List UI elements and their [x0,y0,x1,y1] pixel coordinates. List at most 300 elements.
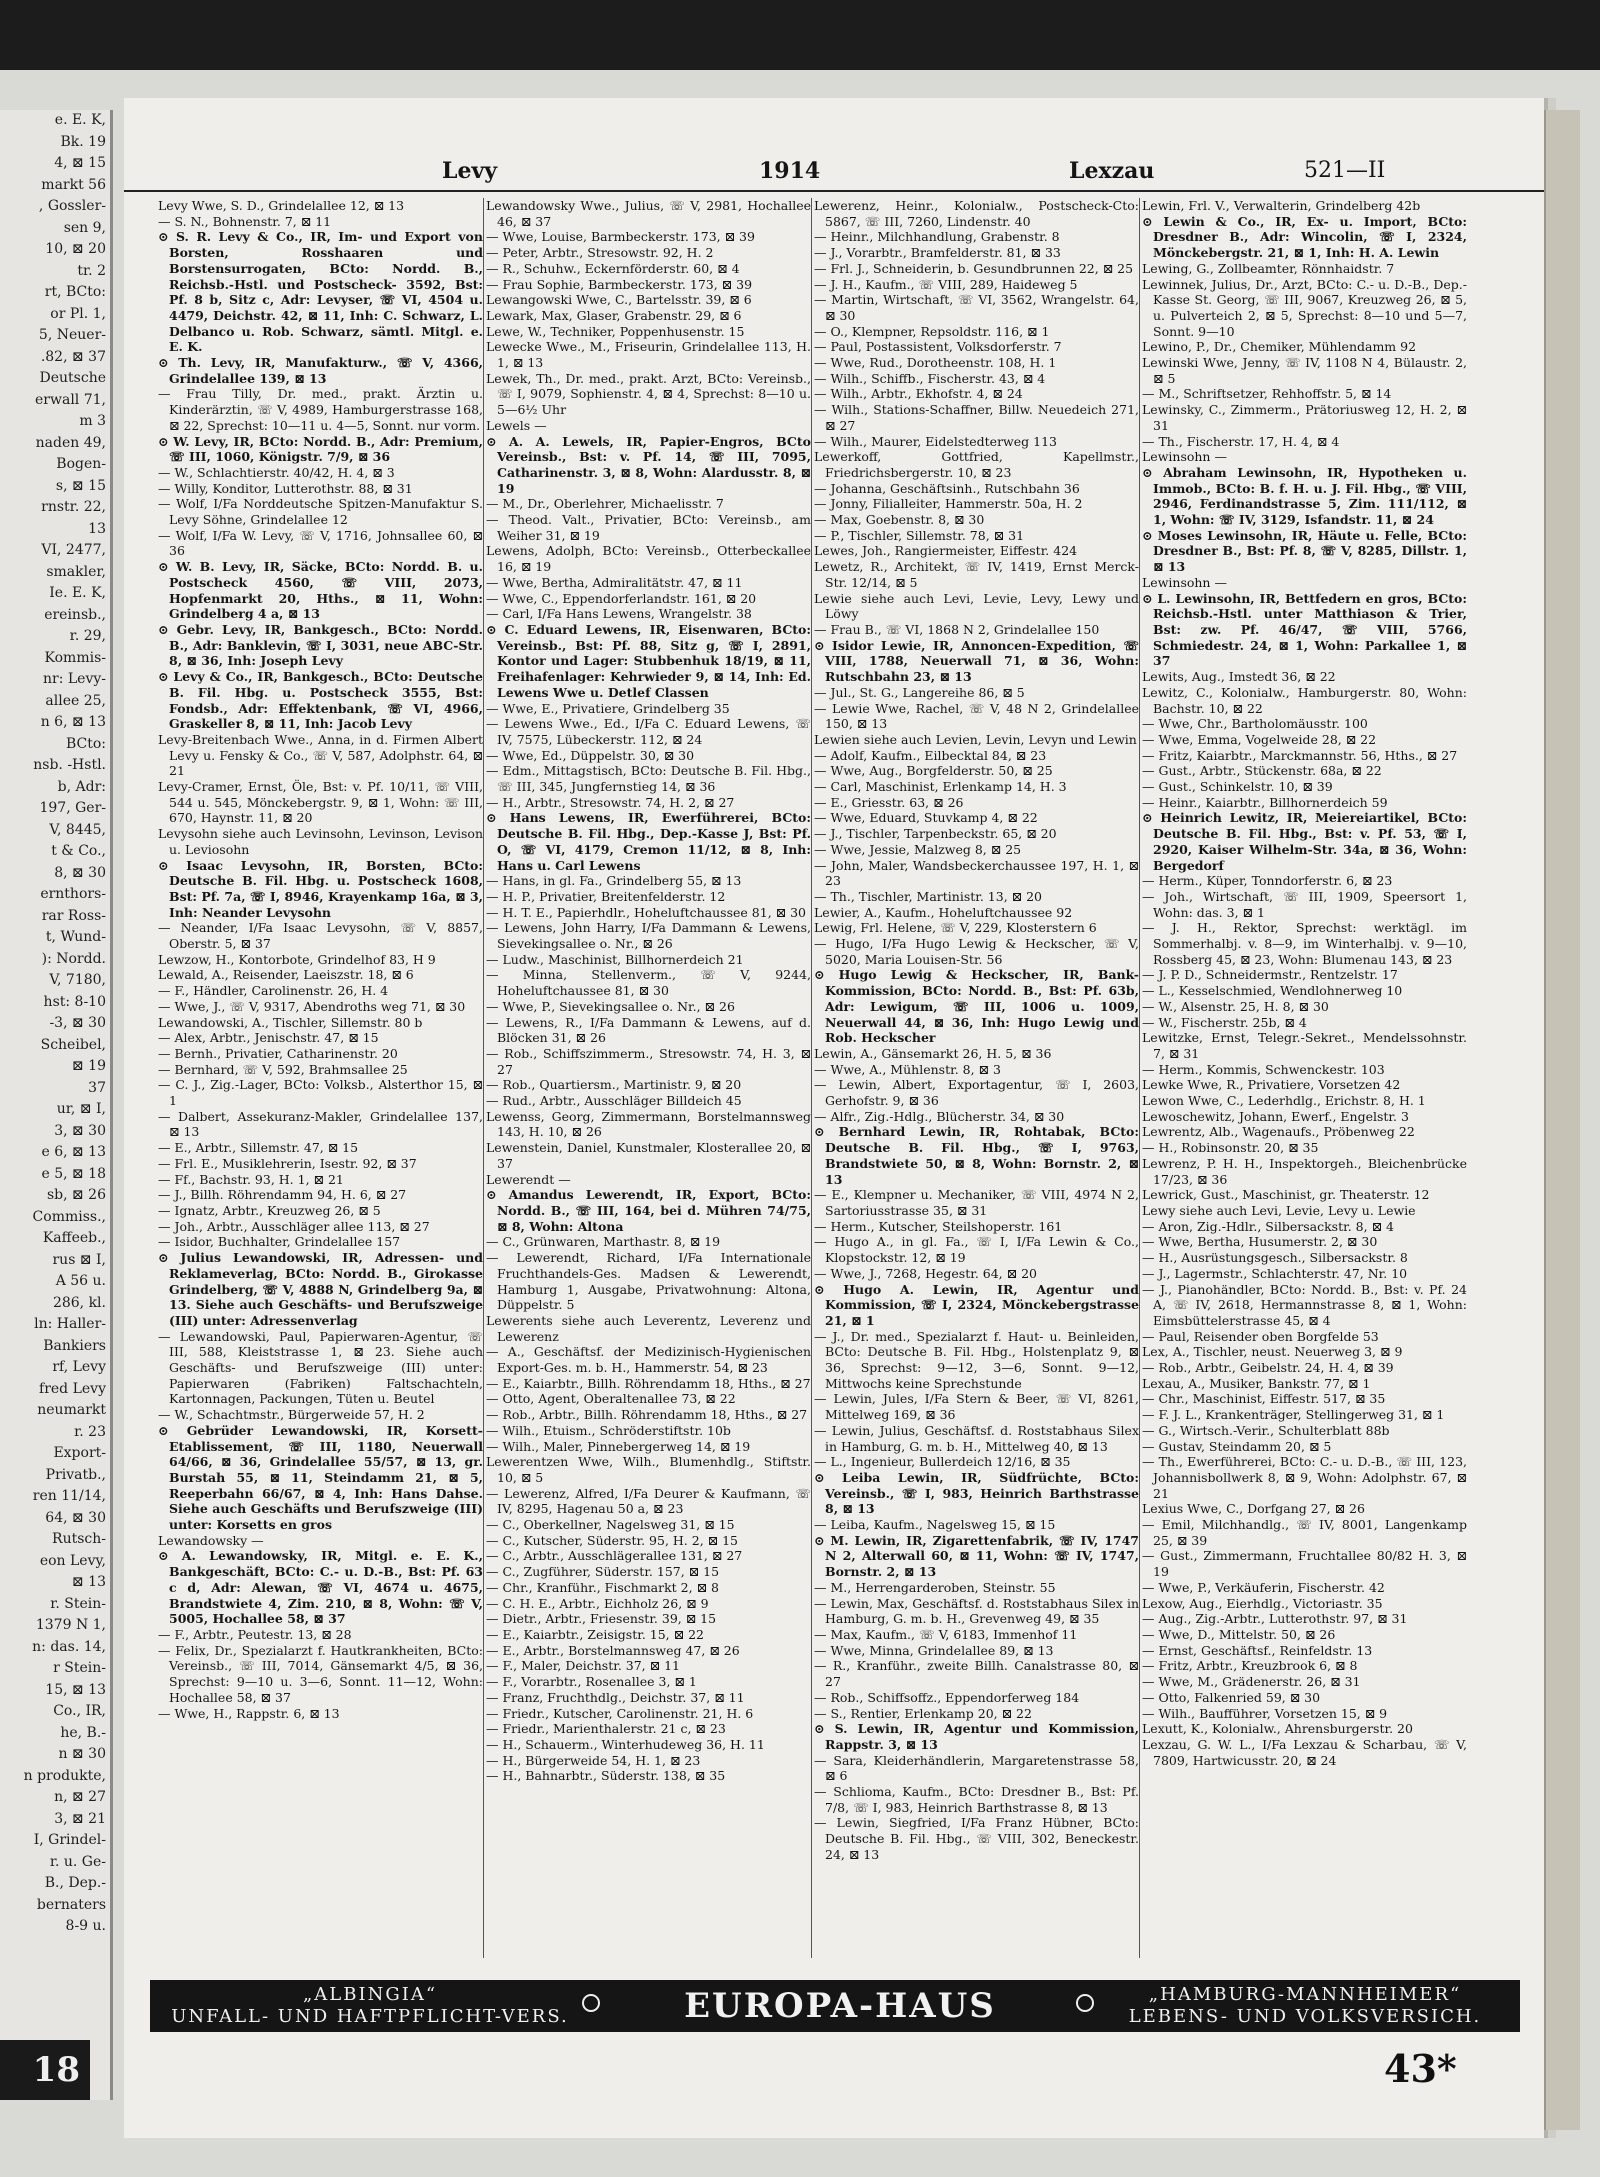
left-page-line: Bankiers [43,1337,106,1354]
left-page-line: 286, kl. [52,1294,106,1311]
directory-entry: — Wwe, J., ☏ V, 9317, Abendroths weg 71, ⊠ 30 [158,998,466,1014]
left-page-line: VI, 2477, [41,542,106,558]
header-right-word: Lexzau [1069,158,1155,184]
left-page-fragment [0,110,113,2100]
left-page-line: allee 25, [45,692,106,709]
directory-entry: — F., Vorarbtr., Rosenallee 3, ⊠ 1 [486,1674,697,1690]
directory-entry: — Leiba, Kaufm., Nagelsweg 15, ⊠ 15 [814,1517,1056,1533]
directory-entry: — C., Arbtr., Ausschlägerallee 131, ⊠ 27 [486,1548,743,1564]
directory-entry: — Frl. J., Schneiderin, b. Gesundbrunnen 22, ⊠ 25 [814,260,1134,276]
left-page-line: 8, ⊠ 30 [54,864,106,881]
directory-entry: — Lewerendt, Richard, I/Fa Internationale Fruchthandels-Ges. Madsen & Lewerendt, Hamburg 1, Ausgabe, Privatwohnung: Altona, Düppelstr. 5 [486,1250,811,1313]
directory-entry: — Wilh., Baufführer, Vorsetzen 15, ⊠ 9 [1142,1705,1388,1721]
directory-entry: Lewes, Joh., Rangiermeister, Eiffestr. 424 [814,543,1078,559]
directory-entry: — Ignatz, Arbtr., Kreuzweg 26, ⊠ 5 [158,1203,381,1218]
left-page-line: ren 11/14, [32,1488,106,1504]
left-page-line: I, Grindel- [33,1832,106,1848]
directory-entry: — E., Kaiarbtr., Billh. Röhrendamm 18, Hths., ⊠ 27 [486,1375,811,1391]
column-4 [1142,198,1467,1958]
directory-entry: — Isidor, Buchhalter, Grindelallee 157 [158,1234,401,1250]
directory-entry: — Schlioma, Kaufm., BCto: Dresdner B., Bst: Pf. 7/8, ☏ I, 983, Heinrich Barthstrasse 8, ⊠ 13 [814,1784,1139,1815]
left-page-line: ⊠ 19 [72,1058,106,1074]
left-page-line: Privatb., [45,1466,106,1483]
dark-background [0,0,1600,70]
directory-entry: ⊙ C. Eduard Lewens, IR, Eisenwaren, BCto: Vereinsb., Bst: Pf. 88, Sitz g, ☏ I, 2891, Kontor und Lager: Stubbenhuk 18/19, ⊠ 11, Freihafenlager: Kehrwieder 9, ⊠ 14, Inh: Ed. Lewens Wwe u. Detlef Classen [486,621,811,700]
directory-entry: — Fritz, Arbtr., Kreuzbrook 6, ⊠ 8 [1142,1658,1358,1674]
directory-entry: — Rob., Quartiersm., Martinistr. 9, ⊠ 20 [486,1077,742,1093]
directory-entry: — Wwe, Bertha, Husumerstr. 2, ⊠ 30 [1142,1234,1378,1250]
book-edge [1544,110,1580,2130]
directory-entry: Lewerkoff, Gottfried, Kapellmstr., Friedrichsbergerstr. 10, ⊠ 23 [814,449,1139,480]
ad-hm-name: „HAMBURG-MANNHEIMER“ [1148,1984,1462,2005]
directory-entry: Lewinski Wwe, Jenny, ☏ IV, 1108 N 4, Bülaustr. 2, ⊠ 5 [1142,355,1467,386]
directory-entry: — Lewens, R., I/Fa Dammann & Lewens, auf d. Blöcken 31, ⊠ 26 [486,1014,811,1046]
left-page-line: ereinsb., [44,606,106,623]
directory-entry: Lex, A., Tischler, neust. Neuerweg 3, ⊠ 9 [1142,1344,1403,1360]
left-page-line: Co., IR, [53,1703,106,1719]
left-page-line: 3, ⊠ 21 [54,1810,106,1827]
directory-entry: — Gust., Arbtr., Stückenstr. 68a, ⊠ 22 [1142,763,1382,779]
left-page-line: r. Stein- [50,1595,106,1612]
directory-entry: — H., Bahnarbtr., Süderstr. 138, ⊠ 35 [486,1768,726,1784]
directory-entry: Lewerents siehe auch Leverentz, Leverenz und Lewerenz [486,1312,811,1344]
left-page-line: .82, ⊠ 37 [40,348,106,365]
directory-entry: — Hugo A., in gl. Fa., ☏ I, I/Fa Lewin & Co., Klopstockstr. 12, ⊠ 19 [814,1234,1139,1266]
directory-entry: — F., Maler, Deichstr. 37, ⊠ 11 [486,1658,680,1674]
left-page-line: e 6, ⊠ 13 [41,1144,106,1160]
directory-entry: — Wwe, H., Rappstr. 6, ⊠ 13 [158,1705,340,1721]
directory-entry: — C., Zugführer, Süderstr. 157, ⊠ 15 [486,1564,720,1580]
directory-entry: Lewinnek, Julius, Dr., Arzt, BCto: C.- u. D.-B., Dep.-Kasse St. Georg, ☏ III, 9067, Kreuzweg 26, ⊠ 5, u. Pulverteich 2, ⊠ 5, Sprechst: 8—10 und 5—7, Sonnt. 9—10 [1142,276,1467,339]
directory-entry: — Herm., Kutscher, Steilshoperstr. 161 [814,1218,1063,1234]
directory-entry: — Rob., Arbtr., Billh. Röhrendamm 18, Hths., ⊠ 27 [486,1407,808,1423]
directory-entry: — R., Kranführ., zweite Billh. Canalstrasse 80, ⊠ 27 [814,1658,1139,1690]
directory-entry: ⊙ Hugo A. Lewin, IR, Agentur und Kommission, ☏ I, 2324, Mönckebergstrasse 21, ⊠ 1 [814,1281,1139,1328]
directory-entry: Lewerentzen Wwe, Wilh., Blumenhdlg., Stiftstr. 10, ⊠ 5 [486,1454,811,1485]
left-page-line: 64, ⊠ 30 [45,1509,106,1526]
directory-entry: Lexutt, K., Kolonialw., Ahrensburgerstr. 20 [1142,1721,1413,1737]
left-page-line: r. u. Ge- [49,1853,106,1870]
directory-entry: — Wwe, Chr., Bartholomäusstr. 100 [1142,716,1368,732]
directory-entry: Lewenss, Georg, Zimmermann, Borstelmannsweg 143, H. 10, ⊠ 26 [486,1108,811,1140]
directory-entry: — M., Herrengarderoben, Steinstr. 55 [814,1579,1056,1595]
directory-entry: — A., Geschäftsf. der Medizinisch-Hygienischen Export-Ges. m. b. H., Hammerstr. 54, ⊠ 23 [486,1344,811,1376]
directory-entry: — Wwe, Rud., Dorotheenstr. 108, H. 1 [814,355,1057,371]
directory-entry: — Dalbert, Assekuranz-Makler, Grindelallee 137, ⊠ 13 [158,1108,483,1140]
directory-entry: — Lewin, Siegfried, I/Fa Franz Hübner, BCto: Deutsche B. Fil. Hbg., ☏ VIII, 302, Beneckestr. 24, ⊠ 13 [814,1815,1139,1862]
directory-entry: — Wilh., Schiffb., Fischerstr. 43, ⊠ 4 [814,370,1046,386]
directory-entry: — E., Kaiarbtr., Zeisigstr. 15, ⊠ 22 [486,1626,704,1642]
directory-entry: — Chr., Kranführ., Fischmarkt 2, ⊠ 8 [486,1579,719,1595]
directory-entry: — Gustav, Steindamm 20, ⊠ 5 [1142,1438,1332,1454]
left-page-line: m 3 [79,413,106,429]
directory-entry: — Aron, Zig.-Hdlr., Silbersackstr. 8, ⊠ 4 [1142,1218,1394,1234]
signature-number: 43* [1384,2046,1457,2091]
directory-entry: — Hugo, I/Fa Hugo Lewig & Heckscher, ☏ V, 5020, Maria Louisen-Str. 56 [814,936,1139,967]
left-page-line: n, ⊠ 27 [54,1789,106,1805]
directory-entry: — Jul., St. G., Langereihe 86, ⊠ 5 [814,684,1025,700]
directory-entry: — Wwe, Ed., Düppelstr. 30, ⊠ 30 [486,747,695,763]
directory-entry: — Wilh., Maler, Pinnebergerweg 14, ⊠ 19 [486,1438,751,1454]
directory-entry: — R., Schuhw., Eckernförderstr. 60, ⊠ 4 [486,260,740,276]
directory-entry: Lewitz, C., Kolonialw., Hamburgerstr. 80, Wohn: Bachstr. 10, ⊠ 22 [1142,684,1467,716]
left-page-line: neumarkt [37,1402,106,1418]
left-page-line: 3, ⊠ 30 [54,1122,106,1139]
left-page-line: ⊠ 13 [72,1574,106,1590]
directory-entry: — Heinr., Kaiarbtr., Billhornerdeich 59 [1142,794,1388,810]
page-header [124,150,1544,190]
directory-entry: Lewangowski Wwe, C., Bartelsstr. 39, ⊠ 6 [486,292,752,308]
directory-entry: — Wwe, Emma, Vogelweide 28, ⊠ 22 [1142,731,1377,747]
left-page-line: n produkte, [23,1767,106,1784]
directory-entry: — J., Pianohändler, BCto: Nordd. B., Bst: v. Pf. 24 A, ☏ IV, 2618, Hermannstrasse 8, ⊠ 1, Wohn: Eimsbüttelerstrasse 45, ⊠ 4 [1142,1281,1467,1328]
directory-entry: — Paul, Reisender oben Borgfelde 53 [1142,1328,1379,1344]
directory-entry: ⊙ Amandus Lewerendt, IR, Export, BCto: Nordd. B., ☏ III, 164, bei d. Mühren 74/75, ⊠ 8, Wohn: Altona [486,1187,811,1234]
left-page-line: n ⊠ 30 [58,1746,106,1762]
directory-page [124,98,1544,2138]
directory-entry: ⊙ Gebrüder Lewandowski, IR, Korsett-Etablissement, ☏ III, 1180, Neuerwall 64/66, ⊠ 36, Grindelallee 55/57, ⊠ 13, gr. Burstah 55, ⊠ 11, Steindamm 21, ⊠ 5, Reeperbahn 66/67, ⊠ 4, Inh: Hans Dahse. Siehe auch Geschäfts und Berufszweige (III) unter: Korsetts en gros [158,1422,483,1533]
left-page-line: 197, Ger- [39,800,106,816]
ad-albingia-sub: UNFALL- UND HAFTPFLICHT-VERS. [171,2006,569,2027]
directory-entry: — F., Arbtr., Peutestr. 13, ⊠ 28 [158,1626,352,1642]
directory-entry: — Frl. E., Musiklehrerin, Isestr. 92, ⊠ 37 [158,1155,417,1171]
circle-ornament-icon [1076,1994,1094,2012]
directory-entry: — Wwe, A., Mühlenstr. 8, ⊠ 3 [814,1061,1001,1077]
left-page-line: erwall 71, [35,391,106,408]
directory-entry: — Wilh., Stations-Schaffner, Billw. Neuedeich 271, ⊠ 27 [814,402,1139,433]
left-page-line: , Gossler- [38,198,106,214]
left-page-line: naden 49, [35,434,106,451]
column-2 [486,198,812,1958]
directory-entry: — Wilh., Etuism., Schröderstiftstr. 10b [486,1422,731,1438]
directory-entry: ⊙ Levy & Co., IR, Bankgesch., BCto: Deutsche B. Fil. Hbg. u. Postscheck 3555, Bst: Fondsb., Adr: Effektenbank, ☏ VI, 4966, Graskeller 8, ⊠ 11, Inh: Jacob Levy [158,669,483,732]
left-page-line: b, Adr: [57,778,106,795]
left-page-line: rar Ross- [41,907,106,924]
directory-entry: — John, Maler, Wandsbeckerchaussee 197, H. 1, ⊠ 23 [814,857,1139,889]
left-page-line: fred Levy [39,1380,106,1397]
directory-entry: Lewecke Wwe., M., Friseurin, Grindelallee 113, H. 1, ⊠ 13 [486,339,811,371]
left-page-line: hst: 8-10 [43,993,106,1010]
directory-entry: — Max, Kaufm., ☏ V, 6183, Immenhof 11 [814,1626,1078,1642]
directory-entry: Lewrick, Gust., Maschinist, gr. Theaterstr. 12 [1142,1187,1430,1203]
directory-entry: ⊙ Bernhard Lewin, IR, Rohtabak, BCto: Deutsche B. Fil. Hbg., ☏ I, 9763, Brandstwiete 50, ⊠ 8, Wohn: Bornstr. 2, ⊠ 13 [814,1124,1139,1187]
directory-entry: — Th., Tischler, Martinistr. 13, ⊠ 20 [814,888,1043,904]
directory-entry: — Alfr., Zig.-Hdlg., Blücherstr. 34, ⊠ 30 [814,1108,1065,1124]
directory-entry: — Wwe, Jessie, Malzweg 8, ⊠ 25 [814,841,1022,857]
directory-entry: — Gust., Schinkelstr. 10, ⊠ 39 [1142,779,1333,795]
directory-entry: — Wwe, M., Grädenerstr. 26, ⊠ 31 [1142,1674,1361,1690]
directory-entry: Lewon Wwe, C., Lederhdlg., Erichstr. 8, H. 1 [1142,1093,1426,1109]
directory-entry: Lewrentz, Alb., Wagenaufs., Pröbenweg 22 [1142,1124,1415,1140]
left-page-line: or Pl. 1, [50,305,106,322]
left-page-line: s, ⊠ 15 [55,477,106,494]
directory-entry: — C., Kutscher, Süderstr. 95, H. 2, ⊠ 15 [486,1532,738,1548]
directory-entry: — Lewandowski, Paul, Papierwaren-Agentur, ☏ III, 588, Kleiststrasse 1, ⊠ 23. Siehe auch Geschäfts- und Berufszweige (III) unter: Papierwaren (Fabriken) Faltschachteln, Kartonnagen, Packungen, Tüten u. Beutel [158,1328,483,1407]
directory-entry: ⊙ Hugo Lewig & Heckscher, IR, Bank-Kommission, BCto: Nordd. B., Bst: Pf. 63b, Adr: Lewigum, ☏ III, 1006 u. 1009, Neuerwall 44, ⊠ 36, Inh: Hugo Lewig und Rob. Heckscher [814,967,1139,1046]
directory-entry: ⊙ A. A. Lewels, IR, Papier-Engros, BCto Vereinsb., Bst: v. Pf. 14, ☏ III, 7095, Catharinenstr. 3, ⊠ 8, Wohn: Alardusstr. 8, ⊠ 19 [486,433,811,496]
directory-entry: — P., Tischler, Sillemstr. 78, ⊠ 31 [814,527,1025,543]
ad-hm-sub: LEBENS- UND VOLKSVERSICH. [1128,2006,1482,2027]
directory-entry: — Wilh., Maurer, Eidelstedterweg 113 [814,433,1057,449]
directory-entry: — Lewin, Albert, Exportagentur, ☏ I, 2603, Gerhofstr. 9, ⊠ 36 [814,1077,1139,1109]
left-page-line: Ie. E. K, [49,585,106,601]
directory-entry: Levy Wwe, S. D., Grindelallee 12, ⊠ 13 [158,198,405,213]
directory-entry: — H. P., Privatier, Breitenfelderstr. 12 [486,888,726,904]
left-page-number: 18 [0,2040,90,2100]
directory-entry: — Wolf, I/Fa Norddeutsche Spitzen-Manufaktur S. Levy Söhne, Grindelallee 12 [158,496,483,528]
directory-entry: Lexow, Aug., Eierhdlg., Victoriastr. 35 [1142,1595,1383,1611]
left-page-line: Commiss., [32,1208,106,1225]
directory-entry: Lewandowsky — [158,1532,264,1548]
directory-entry: Lewandowsky Wwe., Julius, ☏ V, 2981, Hochallee 46, ⊠ 37 [486,198,811,229]
left-page-line: Rutsch- [52,1531,106,1547]
directory-entry: — W., Schlachtierstr. 40/42, H. 4, ⊠ 3 [158,464,395,480]
left-page-text [0,110,110,1938]
directory-entry: Lewoschewitz, Johann, Ewerf., Engelstr. 3 [1142,1108,1409,1124]
directory-entry: — Peter, Arbtr., Stresowstr. 92, H. 2 [486,245,714,261]
directory-entry: Lewinsohn — [1142,574,1227,590]
directory-entry: Lewetz, R., Architekt, ☏ IV, 1419, Ernst Merck-Str. 12/14, ⊠ 5 [814,559,1139,590]
directory-entry: — E., Griesstr. 63, ⊠ 26 [814,794,964,810]
directory-entry: — Paul, Postassistent, Volksdorferstr. 7 [814,339,1062,355]
directory-entry: — J. H., Kaufm., ☏ VIII, 289, Haideweg 5 [814,276,1078,292]
directory-entry: — O., Klempner, Repsoldstr. 116, ⊠ 1 [814,323,1050,339]
header-rule [124,190,1544,192]
header-page-number: 521—II [1304,158,1386,183]
directory-entry: — H. T. E., Papierhdlr., Hoheluftchaussee 81, ⊠ 30 [486,904,806,920]
directory-entry: ⊙ L. Lewinsohn, IR, Bettfedern en gros, BCto: Reichsb.-Hstl. unter Matthiason & Trier, Bst: zw. Pf. 46/47, ☏ VIII, 5766, Schmiedestr. 24, ⊠ 1, Wohn: Parkallee 1, ⊠ 37 [1142,590,1467,669]
advertisement-banner [150,1980,1520,2032]
directory-entry: — Lewens, John Harry, I/Fa Dammann & Lewens, Sievekingsallee o. Nr., ⊠ 26 [486,920,811,952]
directory-entry: — Aug., Zig.-Arbtr., Lutterothstr. 97, ⊠ 31 [1142,1611,1408,1627]
directory-entry: — Frau Sophie, Barmbeckerstr. 173, ⊠ 39 [486,276,753,292]
left-page-line: ): Nordd. [41,950,106,967]
directory-entry: — H., Arbtr., Stresowstr. 74, H. 2, ⊠ 27 [486,794,735,810]
header-year: 1914 [759,158,821,184]
directory-entry: — Max, Goebenstr. 8, ⊠ 30 [814,512,985,528]
directory-entry: Lewien siehe auch Levien, Levin, Levyn und Lewin [814,731,1137,747]
left-page-line: rus ⊠ I, [52,1251,106,1268]
directory-entry: ⊙ Heinrich Lewitz, IR, Meiereiartikel, BCto: Deutsche B. Fil. Hbg., Bst: v. Pf. 53, ☏ I, 2920, Kaiser Wilhelm-Str. 34a, ⊠ 36, Wohn: Bergedorf [1142,810,1467,873]
left-page-line: nr: Levy- [42,671,106,687]
left-page-line: Kommis- [44,649,106,666]
directory-entry: Lewin, A., Gänsemarkt 26, H. 5, ⊠ 36 [814,1045,1052,1061]
directory-entry: — Heinr., Milchhandlung, Grabenstr. 8 [814,229,1060,245]
directory-entry: — Rob., Arbtr., Geibelstr. 24, H. 4, ⊠ 39 [1142,1360,1394,1376]
left-page-line: -3, ⊠ 30 [49,1015,106,1031]
directory-entry: ⊙ W. Levy, IR, BCto: Nordd. B., Adr: Premium, ☏ III, 1060, Königstr. 7/9, ⊠ 36 [158,433,483,465]
directory-entry: — F., Händler, Carolinenstr. 26, H. 4 [158,983,389,999]
directory-entry: — Wwe, Bertha, Admiralitätstr. 47, ⊠ 11 [486,574,743,590]
left-page-line: A 56 u. [55,1273,106,1289]
directory-entry: — L., Ingenieur, Bullerdeich 12/16, ⊠ 35 [814,1454,1071,1470]
directory-entry: Lewens, Adolph, BCto: Vereinsb., Otterbeckallee 16, ⊠ 19 [486,543,811,575]
left-page-line: BCto: [65,735,106,752]
directory-entry: — F. J. L., Krankenträger, Stellingerweg 31, ⊠ 1 [1142,1407,1445,1423]
directory-entry: Lexius Wwe, C., Dorfgang 27, ⊠ 26 [1142,1501,1365,1517]
directory-entry: ⊙ Julius Lewandowski, IR, Adressen- und Reklameverlag, BCto: Nordd. B., Girokasse Grindelberg, ☏ V, 4888 N, Grindelberg 9a, ⊠ 13. Siehe auch Geschäfts- und Berufszweige (III) unter: Adressenverlag [158,1250,483,1328]
left-page-line: 13 [88,520,106,537]
directory-entry: — Friedr., Kutscher, Carolinenstr. 21, H. 6 [486,1705,754,1721]
directory-entry: Lewenstein, Daniel, Kunstmaler, Klosterallee 20, ⊠ 37 [486,1140,811,1171]
directory-entry: ⊙ S. R. Levy & Co., IR, Im- und Export von Borsten, Rosshaaren und Borstensurrogaten, BCto: Nordd. B., Reichsb.-Hstl. und Postscheck- 3592, Bst: Pf. 8 b, Sitz c, Adr: Levyser, ☏ VI, 4504 u. 4479, Deichstr. 42, ⊠ 11, Inh: C. Schwarz, L. Delbanco u. Rob. Schwarz, sämtl. Mitgl. e. E. K. [158,229,483,355]
left-page-line: Scheibel, [40,1036,106,1053]
directory-entry: — Sara, Kleiderhändlerin, Margaretenstrasse 58, ⊠ 6 [814,1752,1139,1784]
directory-entry: ⊙ Isaac Levysohn, IR, Borsten, BCto: Deutsche B. Fil. Hbg. u. Postscheck 1608, Bst: Pf. 7a, ☏ I, 8946, Krayenkamp 16a, ⊠ 3, Inh: Neander Levysohn [158,857,483,920]
left-page-line: ernthors- [40,886,106,902]
directory-entry: — C. H. E., Arbtr., Eichholz 26, ⊠ 9 [486,1595,709,1611]
directory-entry: — Otto, Falkenried 59, ⊠ 30 [1142,1689,1321,1705]
directory-entry: — Wwe, Eduard, Stuvkamp 4, ⊠ 22 [814,810,1038,826]
directory-entry: — Th., Ewerführerei, BCto: C.- u. D.-B., ☏ III, 123, Johannisbollwerk 8, ⊠ 9, Wohn: Adolphstr. 67, ⊠ 21 [1142,1454,1467,1501]
directory-entry: — Rud., Arbtr., Ausschläger Billdeich 45 [486,1093,742,1109]
left-page-line: e. E. K, [54,112,106,128]
directory-entry: — E., Arbtr., Sillemstr. 47, ⊠ 15 [158,1140,359,1156]
directory-entry: — H., Schauerm., Winterhudeweg 36, H. 11 [486,1736,765,1752]
directory-entry: — Wwe, Aug., Borgfelderstr. 50, ⊠ 25 [814,763,1053,779]
left-page-line: t & Co., [51,843,106,859]
directory-entry: ⊙ Hans Lewens, IR, Ewerführerei, BCto: Deutsche B. Fil. Hbg., Dep.-Kasse J, Bst: Pf. O, ☏ VI, 4179, Cremon 11/12, ⊠ 8, Inh: Hans u. Carl Lewens [486,810,811,873]
directory-entry: ⊙ W. B. Levy, IR, Säcke, BCto: Nordd. B. u. Postscheck 4560, ☏ VIII, 2073, Hopfenmarkt 20, Hths., ⊠ 11, Wohn: Grindelberg 4 a, ⊠ 13 [158,559,483,622]
directory-entry: Lewitzke, Ernst, Telegr.-Sekret., Mendelssohnstr. 7, ⊠ 31 [1142,1030,1467,1061]
directory-entry: — W., Schachtmstr., Bürgerweide 57, H. 2 [158,1407,425,1423]
directory-entry: — Franz, Fruchthdlg., Deichstr. 37, ⊠ 11 [486,1689,745,1705]
directory-entry: — J., Dr. med., Spezialarzt f. Haut- u. Beinleiden, BCto: Deutsche B. Fil. Hbg., Holstenplatz 9, ⊠ 36, Sprechst: 9—12, 3—6, Sonnt. 9—12, Mittwochs keine Sprechstunde [814,1328,1139,1391]
header-left-word: Levy [442,158,498,184]
directory-entry: — W., Alsenstr. 25, H. 8, ⊠ 30 [1142,998,1329,1014]
directory-entry: Lewark, Max, Glaser, Grabenstr. 29, ⊠ 6 [486,307,742,323]
directory-entry: — Friedr., Marienthalerstr. 21 c, ⊠ 23 [486,1721,726,1737]
directory-entry: — Wwe, J., 7268, Hegestr. 64, ⊠ 20 [814,1265,1037,1281]
directory-entry: Lewandowski, A., Tischler, Sillemstr. 80 b [158,1014,423,1030]
directory-entry: Lewinsohn — [1142,449,1227,465]
left-page-line: sen 9, [63,219,106,236]
directory-entry: — Dietr., Arbtr., Friesenstr. 39, ⊠ 15 [486,1611,717,1627]
directory-entry: — Ludw., Maschinist, Billhornerdeich 21 [486,951,744,967]
left-page-line: Export- [53,1445,106,1461]
directory-entry: Lewits, Aug., Imstedt 36, ⊠ 22 [1142,669,1336,685]
directory-entry: — Wwe, Louise, Barmbeckerstr. 173, ⊠ 39 [486,229,755,245]
left-page-line: eon Levy, [39,1552,106,1569]
left-page-line: he, B.- [60,1724,106,1741]
directory-entry: — S., Rentier, Erlenkamp 20, ⊠ 22 [814,1705,1032,1721]
left-page-line: sb, ⊠ 26 [46,1187,106,1203]
directory-entry: — S. N., Bohnenstr. 7, ⊠ 11 [158,213,332,229]
directory-entry: — J. P. D., Schneidermstr., Rentzelstr. 17 [1142,967,1398,983]
left-page-line: r Stein- [53,1660,106,1676]
directory-entry: — J., Billh. Röhrendamm 94, H. 6, ⊠ 27 [158,1187,407,1203]
left-page-line: e 5, ⊠ 18 [41,1165,106,1182]
directory-entry: — Minna, Stellenverm., ☏ V, 9244, Hoheluftchaussee 81, ⊠ 30 [486,967,811,999]
directory-entry: — H., Robinsonstr. 20, ⊠ 35 [1142,1140,1319,1156]
directory-entry: Lewerenz, Heinr., Kolonialw., Postscheck-Cto: 5867, ☏ III, 7260, Lindenstr. 40 [814,198,1139,229]
left-page-line: rf, Levy [52,1359,106,1375]
directory-entry: Lewy siehe auch Levi, Levie, Levy u. Lewie [1142,1203,1416,1218]
circle-ornament-icon [582,1994,600,2012]
left-page-line: 5, Neuer- [38,327,106,343]
directory-entry: — Johanna, Geschäftsinh., Rutschbahn 36 [814,480,1080,496]
directory-entry: — Chr., Maschinist, Eiffestr. 517, ⊠ 35 [1142,1391,1386,1407]
directory-entry: ⊙ Moses Lewinsohn, IR, Häute u. Felle, BCto: Dresdner B., Bst: Pf. 8, ☏ V, 8285, Dillstr. 1, ⊠ 13 [1142,527,1467,575]
directory-entry: — Rob., Schiffszimmerm., Stresowstr. 74, H. 3, ⊠ 27 [486,1045,811,1077]
left-page-line: n 6, ⊠ 13 [40,714,106,730]
directory-entry: — J., Lagermstr., Schlachterstr. 47, Nr. 10 [1142,1265,1408,1281]
directory-entry: — Wwe, D., Mittelstr. 50, ⊠ 26 [1142,1626,1336,1642]
directory-entry: Lewig, Frl. Helene, ☏ V, 229, Klosterstern 6 [814,920,1097,936]
directory-entry: — Carl, I/Fa Hans Lewens, Wrangelstr. 38 [486,606,752,622]
left-page-line: V, 8445, [49,821,106,838]
directory-entry: — Lewens Wwe., Ed., I/Fa C. Eduard Lewens, ☏ IV, 7575, Lübeckerstr. 112, ⊠ 24 [486,716,811,747]
directory-entry: — Wilh., Arbtr., Ekhofstr. 4, ⊠ 24 [814,386,1023,402]
directory-entry: — E., Klempner u. Mechaniker, ☏ VIII, 4974 N 2, Sartoriusstrasse 35, ⊠ 31 [814,1187,1139,1218]
directory-entry: Lewerendt — [486,1171,571,1187]
directory-entry: — Ernst, Geschäftsf., Reinfeldstr. 13 [1142,1642,1373,1658]
directory-entry: — Willy, Konditor, Lutterothstr. 88, ⊠ 31 [158,480,413,496]
directory-entry: — Martin, Wirtschaft, ☏ VI, 3562, Wrangelstr. 64, ⊠ 30 [814,292,1139,323]
ad-hamburg-mannheimer [1100,1984,1510,2028]
directory-entry: — Theod. Valt., Privatier, BCto: Vereinsb., am Weiher 31, ⊠ 19 [486,512,811,543]
directory-entry: — J., Tischler, Tarpenbeckstr. 65, ⊠ 20 [814,826,1057,842]
directory-entry: — H., Ausrüstungsgesch., Silbersackstr. 8 [1142,1250,1408,1266]
directory-entry: Lewrenz, P. H. H., Inspektorgeh., Bleichenbrücke 17/23, ⊠ 36 [1142,1155,1467,1187]
left-page-line: 1379 N 1, [35,1617,106,1633]
left-page-line: r. 23 [74,1423,106,1440]
left-page-line: Deutsche [39,370,106,386]
left-page-line: 8-9 u. [65,1918,106,1934]
left-page-line: bernaters [36,1896,106,1913]
directory-entry: — Felix, Dr., Spezialarzt f. Hautkrankheiten, BCto: Vereinsb., ☏ III, 7014, Gänsemarkt 4/5, ⊠ 36, Sprechst: 9—10 u. 3—6, Sonnt. 11—12, Wohn: Hochallee 58, ⊠ 37 [158,1642,483,1705]
directory-entry: — Lewie Wwe, Rachel, ☏ V, 48 N 2, Grindelallee 150, ⊠ 13 [814,700,1139,732]
directory-entry: — Alex, Arbtr., Jenischstr. 47, ⊠ 15 [158,1030,379,1046]
left-page-line: nsb. -Hstl. [33,757,106,773]
directory-entry: Lewino, P., Dr., Chemiker, Mühlendamm 92 [1142,339,1417,355]
directory-entry: ⊙ Leiba Lewin, IR, Südfrüchte, BCto: Vereinsb., ☏ I, 983, Heinrich Barthstrasse 8, ⊠ 13 [814,1469,1139,1517]
directory-entry: ⊙ Gebr. Levy, IR, Bankgesch., BCto: Nordd. B., Adr: Banklevin, ☏ I, 3031, neue ABC-Str. 8, ⊠ 36, Inh: Joseph Levy [158,621,483,669]
directory-entry: — Joh., Wirtschaft, ☏ III, 1909, Speersort 1, Wohn: das. 3, ⊠ 1 [1142,888,1467,920]
directory-entry: — Wwe, P., Sievekingsallee o. Nr., ⊠ 26 [486,998,735,1014]
left-page-line: Bk. 19 [60,133,106,150]
directory-entry: — Wolf, I/Fa W. Levy, ☏ V, 1716, Johnsallee 60, ⊠ 36 [158,527,483,559]
directory-entry: ⊙ Isidor Lewie, IR, Annoncen-Expedition, ☏ VIII, 1788, Neuerwall 71, ⊠ 36, Wohn: Rutschbahn 23, ⊠ 13 [814,637,1139,685]
directory-entry: — Frau Tilly, Dr. med., prakt. Ärztin u. Kinderärztin, ☏ V, 4989, Hamburgerstrasse 168, ⊠ 22, Sprechst: 10—11 u. 4—5, Sonnt. nur vorm. [158,386,483,433]
left-page-line: V, 7180, [49,972,106,988]
directory-entry: — Lewerenz, Alfred, I/Fa Deurer & Kaufmann, ☏ IV, 8295, Hagenau 50 a, ⊠ 23 [486,1485,811,1517]
directory-entry: — Wwe, P., Verkäuferin, Fischerstr. 42 [1142,1579,1385,1595]
ad-albingia [160,1984,580,2028]
left-page-line: 37 [88,1079,106,1096]
directory-entry: — Herm., Kommis, Schwenckestr. 103 [1142,1061,1385,1077]
directory-entry: — C. J., Zig.-Lager, BCto: Volksb., Alsterthor 15, ⊠ 1 [158,1077,483,1109]
left-page-line: 4, ⊠ 15 [54,155,106,171]
directory-entry: — M., Schriftsetzer, Rehhoffstr. 5, ⊠ 14 [1142,386,1392,402]
directory-entry: — Emil, Milchhandlg., ☏ IV, 8001, Langenkamp 25, ⊠ 39 [1142,1517,1467,1548]
column-3 [814,198,1140,1958]
directory-entry: Lexau, A., Musiker, Bankstr. 77, ⊠ 1 [1142,1375,1371,1391]
directory-entry: — Wwe, C., Eppendorferlandstr. 161, ⊠ 20 [486,590,757,606]
left-page-line: tr. 2 [77,262,106,279]
directory-entry: — G., Wirtsch.-Verir., Schulterblatt 88b [1142,1422,1390,1438]
directory-entry: Lewke Wwe, R., Privatiere, Vorsetzen 42 [1142,1077,1401,1093]
directory-entry: Lewier, A., Kaufm., Hoheluftchaussee 92 [814,904,1073,920]
directory-entry: — C., Oberkellner, Nagelsweg 31, ⊠ 15 [486,1517,735,1533]
directory-entry: — Neander, I/Fa Isaac Levysohn, ☏ V, 8857, Oberstr. 5, ⊠ 37 [158,920,483,952]
directory-entry: — Wwe, E., Privatiere, Grindelberg 35 [486,700,730,716]
directory-entry: — Edm., Mittagstisch, BCto: Deutsche B. Fil. Hbg., ☏ III, 345, Jungfernstieg 14, ⊠ 36 [486,763,811,795]
directory-entry: — Bernh., Privatier, Catharinenstr. 20 [158,1045,398,1061]
directory-entry: Lewzow, H., Kontorbote, Grindelhof 83, H 9 [158,951,436,967]
directory-entry: Lewing, G., Zollbeamter, Rönnhaidstr. 7 [1142,260,1395,276]
directory-entry: — Lewin, Jules, I/Fa Stern & Beer, ☏ VI, 8261, Mittelweg 169, ⊠ 36 [814,1391,1139,1423]
